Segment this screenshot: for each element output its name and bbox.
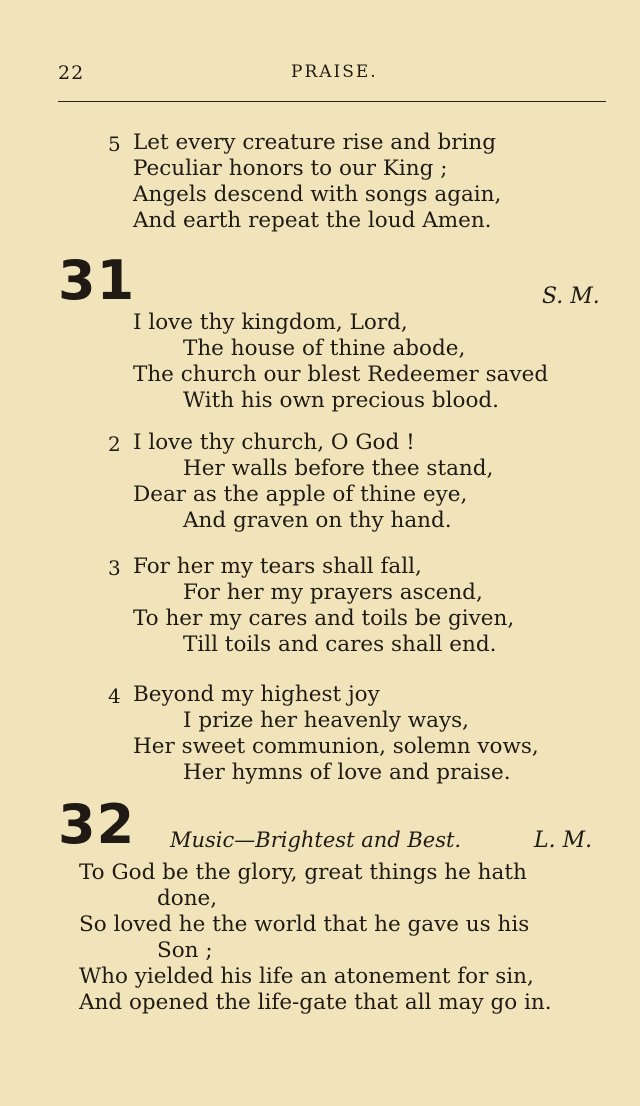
verse-line: With his own precious blood. — [183, 388, 500, 413]
verse-line: Dear as the apple of thine eye, — [133, 482, 468, 507]
verse-line: Till toils and cares shall end. — [183, 632, 497, 657]
verse-line: For her my tears shall fall, — [133, 554, 422, 579]
hymn-meter: L. M. — [534, 828, 593, 853]
verse-line: Her hymns of love and praise. — [183, 760, 511, 785]
header-rule — [58, 101, 606, 102]
verse-line: done, — [157, 886, 218, 911]
verse-number: 5 — [108, 132, 121, 156]
verse-number: 2 — [108, 432, 121, 456]
verse-line: The church our blest Redeemer saved — [133, 362, 549, 387]
verse-line: The house of thine abode, — [183, 336, 466, 361]
verse-line: Peculiar honors to our King ; — [133, 156, 448, 181]
verse-line: I love thy kingdom, Lord, — [133, 310, 408, 335]
hymn-tune: Music—Brightest and Best. — [170, 828, 462, 852]
verse-line: I prize her heavenly ways, — [183, 708, 470, 733]
verse-line: Her walls before thee stand, — [183, 456, 494, 481]
verse-line: Angels descend with songs again, — [133, 182, 502, 207]
page-number: 22 — [58, 62, 85, 84]
verse-line: To God be the glory, great things he hath — [79, 860, 527, 885]
running-title: PRAISE. — [291, 62, 378, 82]
verse-number: 4 — [108, 684, 121, 708]
verse-line: And graven on thy hand. — [183, 508, 452, 533]
hymn-meter: S. M. — [542, 284, 600, 309]
verse-number: 3 — [108, 556, 121, 580]
verse-line: For her my prayers ascend, — [183, 580, 483, 605]
verse-line: Her sweet communion, solemn vows, — [133, 734, 539, 759]
verse-line: Beyond my highest joy — [133, 682, 380, 707]
verse-line: So loved he the world that he gave us his — [79, 912, 530, 937]
hymn-number: 32 — [58, 793, 136, 856]
verse-line: To her my cares and toils be given, — [133, 606, 515, 631]
verse-line: I love thy church, O God ! — [133, 430, 415, 455]
verse-line: Son ; — [157, 938, 213, 963]
verse-line: Let every creature rise and bring — [133, 130, 497, 155]
verse-line: And opened the life-gate that all may go in. — [79, 990, 552, 1015]
verse-line: And earth repeat the loud Amen. — [133, 208, 492, 233]
verse-line: Who yielded his life an atonement for sin, — [79, 964, 534, 989]
hymn-number: 31 — [58, 249, 136, 312]
